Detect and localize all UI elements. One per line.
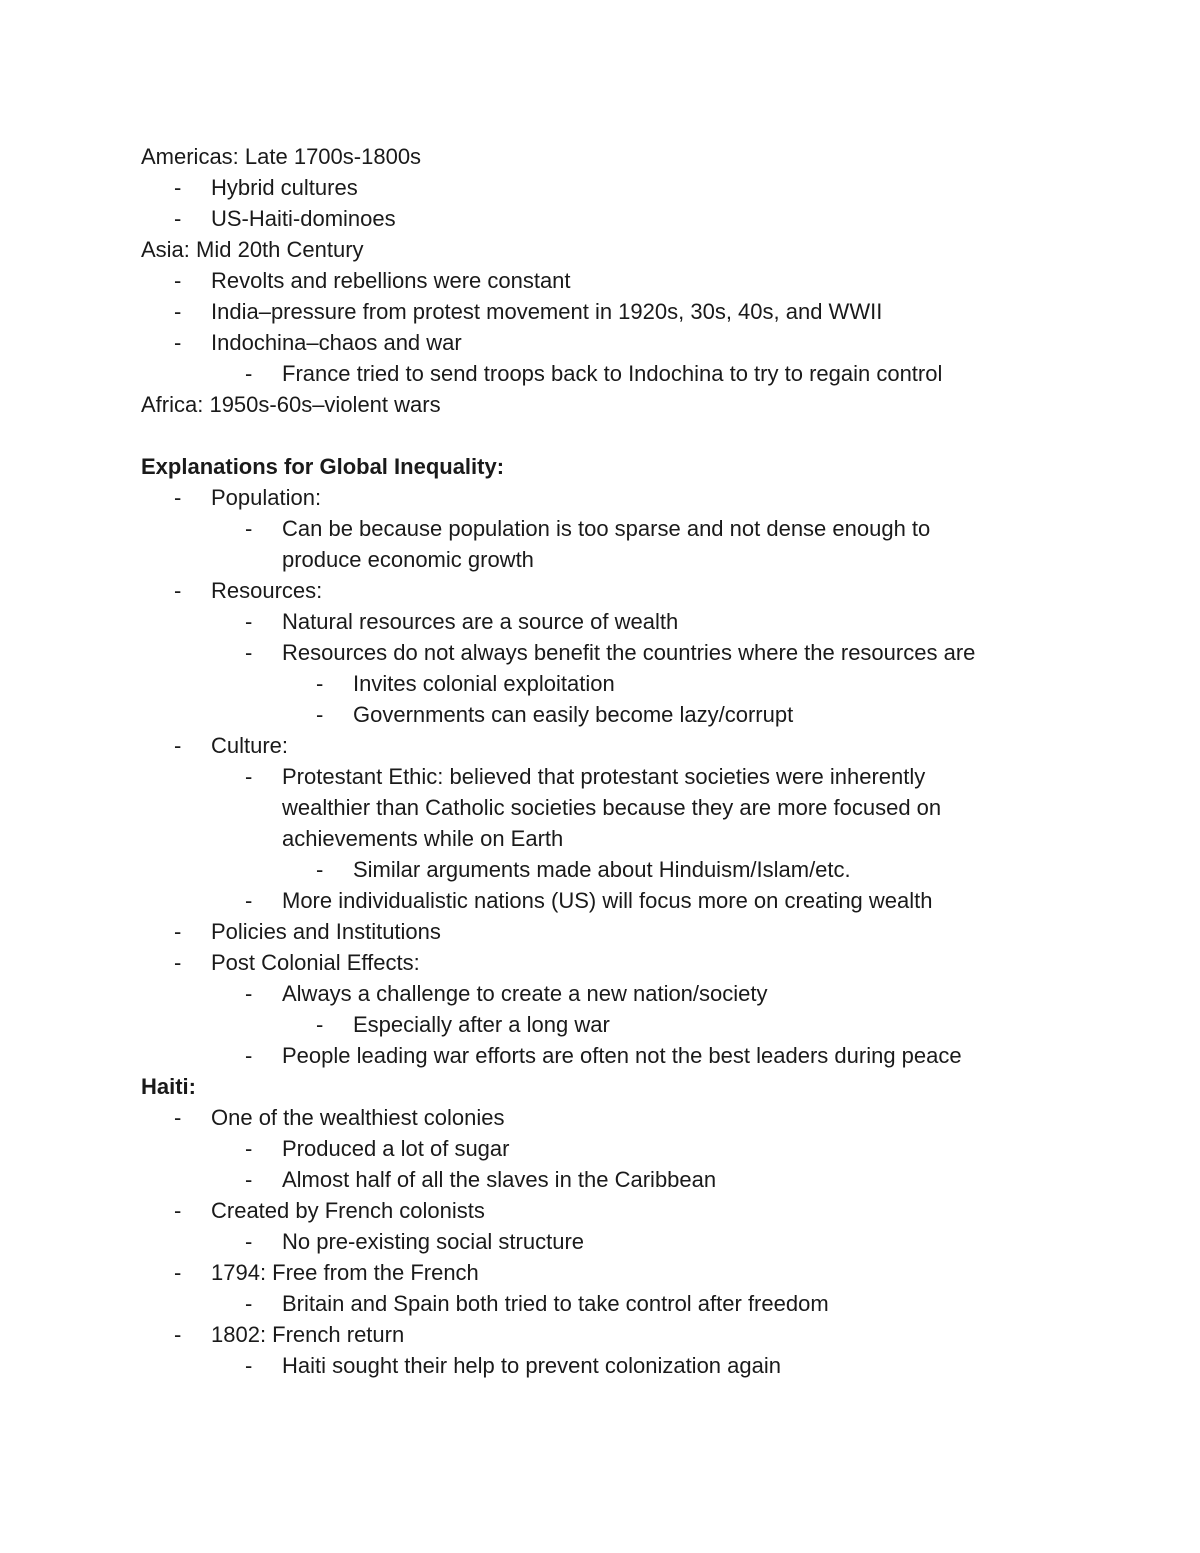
bullet-dash: -	[174, 1260, 182, 1285]
list-item: Policies and Institutions	[211, 919, 441, 944]
bullet-dash: -	[174, 299, 182, 324]
list-item: Revolts and rebellions were constant	[211, 268, 571, 293]
list-item: Produced a lot of sugar	[282, 1136, 510, 1161]
list-item: Governments can easily become lazy/corrupt	[353, 702, 794, 727]
bullet-dash: -	[316, 671, 324, 696]
list-item: One of the wealthiest colonies	[211, 1105, 505, 1130]
bullet-dash: -	[316, 702, 324, 727]
africa-heading: Africa: 1950s-60s–violent wars	[141, 392, 441, 417]
list-item: Culture:	[211, 733, 289, 758]
list-item: 1794: Free from the French	[211, 1260, 479, 1285]
inequality-heading: Explanations for Global Inequality:	[141, 454, 505, 479]
bullet-dash: -	[245, 640, 253, 665]
bullet-dash: -	[174, 206, 182, 231]
list-item: US-Haiti-dominoes	[211, 206, 396, 231]
bullet-dash: -	[245, 516, 253, 541]
bullet-dash: -	[174, 733, 182, 758]
list-item-continuation: wealthier than Catholic societies because they are more focused on	[282, 795, 942, 820]
bullet-dash: -	[245, 1353, 253, 1378]
bullet-dash: -	[245, 1167, 253, 1192]
bullet-dash: -	[245, 888, 253, 913]
list-item: Post Colonial Effects:	[211, 950, 420, 975]
list-item: Resources:	[211, 578, 323, 603]
bullet-dash: -	[174, 268, 182, 293]
list-item: France tried to send troops back to Indochina to try to regain control	[282, 361, 943, 386]
americas-heading: Americas: Late 1700s-1800s	[141, 144, 422, 169]
list-item: Similar arguments made about Hinduism/Islam/etc.	[353, 857, 851, 882]
list-item: Britain and Spain both tried to take control after freedom	[282, 1291, 829, 1316]
bullet-dash: -	[174, 175, 182, 200]
list-item: Hybrid cultures	[211, 175, 358, 200]
haiti-heading: Haiti:	[141, 1074, 196, 1099]
list-item: Protestant Ethic: believed that protestant societies were inherently	[282, 764, 926, 789]
list-item-continuation: produce economic growth	[282, 547, 534, 572]
list-item: Population:	[211, 485, 322, 510]
bullet-dash: -	[245, 1291, 253, 1316]
bullet-dash: -	[174, 485, 182, 510]
bullet-dash: -	[316, 1012, 324, 1037]
asia-heading: Asia: Mid 20th Century	[141, 237, 364, 262]
list-item: Especially after a long war	[353, 1012, 610, 1037]
list-item: Always a challenge to create a new nation/society	[282, 981, 768, 1006]
list-item: Resources do not always benefit the countries where the resources are	[282, 640, 976, 665]
list-item: 1802: French return	[211, 1322, 405, 1347]
list-item: Almost half of all the slaves in the Caribbean	[282, 1167, 717, 1192]
bullet-dash: -	[245, 1229, 253, 1254]
list-item: No pre-existing social structure	[282, 1229, 585, 1254]
list-item: Can be because population is too sparse and not dense enough to	[282, 516, 931, 541]
list-item: Created by French colonists	[211, 1198, 485, 1223]
list-item: Indochina–chaos and war	[211, 330, 462, 355]
list-item: People leading war efforts are often not the best leaders during peace	[282, 1043, 962, 1068]
list-item-continuation: achievements while on Earth	[282, 826, 564, 851]
bullet-dash: -	[174, 578, 182, 603]
list-item: Invites colonial exploitation	[353, 671, 615, 696]
bullet-dash: -	[174, 330, 182, 355]
bullet-dash: -	[174, 950, 182, 975]
bullet-dash: -	[174, 1198, 182, 1223]
bullet-dash: -	[174, 1322, 182, 1347]
bullet-dash: -	[245, 764, 253, 789]
list-item: Haiti sought their help to prevent colonization again	[282, 1353, 781, 1378]
bullet-dash: -	[316, 857, 324, 882]
list-item: Natural resources are a source of wealth	[282, 609, 679, 634]
list-item: More individualistic nations (US) will focus more on creating wealth	[282, 888, 933, 913]
bullet-dash: -	[174, 1105, 182, 1130]
bullet-dash: -	[245, 609, 253, 634]
bullet-dash: -	[245, 981, 253, 1006]
bullet-dash: -	[245, 361, 253, 386]
bullet-dash: -	[245, 1136, 253, 1161]
bullet-dash: -	[174, 919, 182, 944]
list-item: India–pressure from protest movement in 1920s, 30s, 40s, and WWII	[211, 299, 883, 324]
bullet-dash: -	[245, 1043, 253, 1068]
